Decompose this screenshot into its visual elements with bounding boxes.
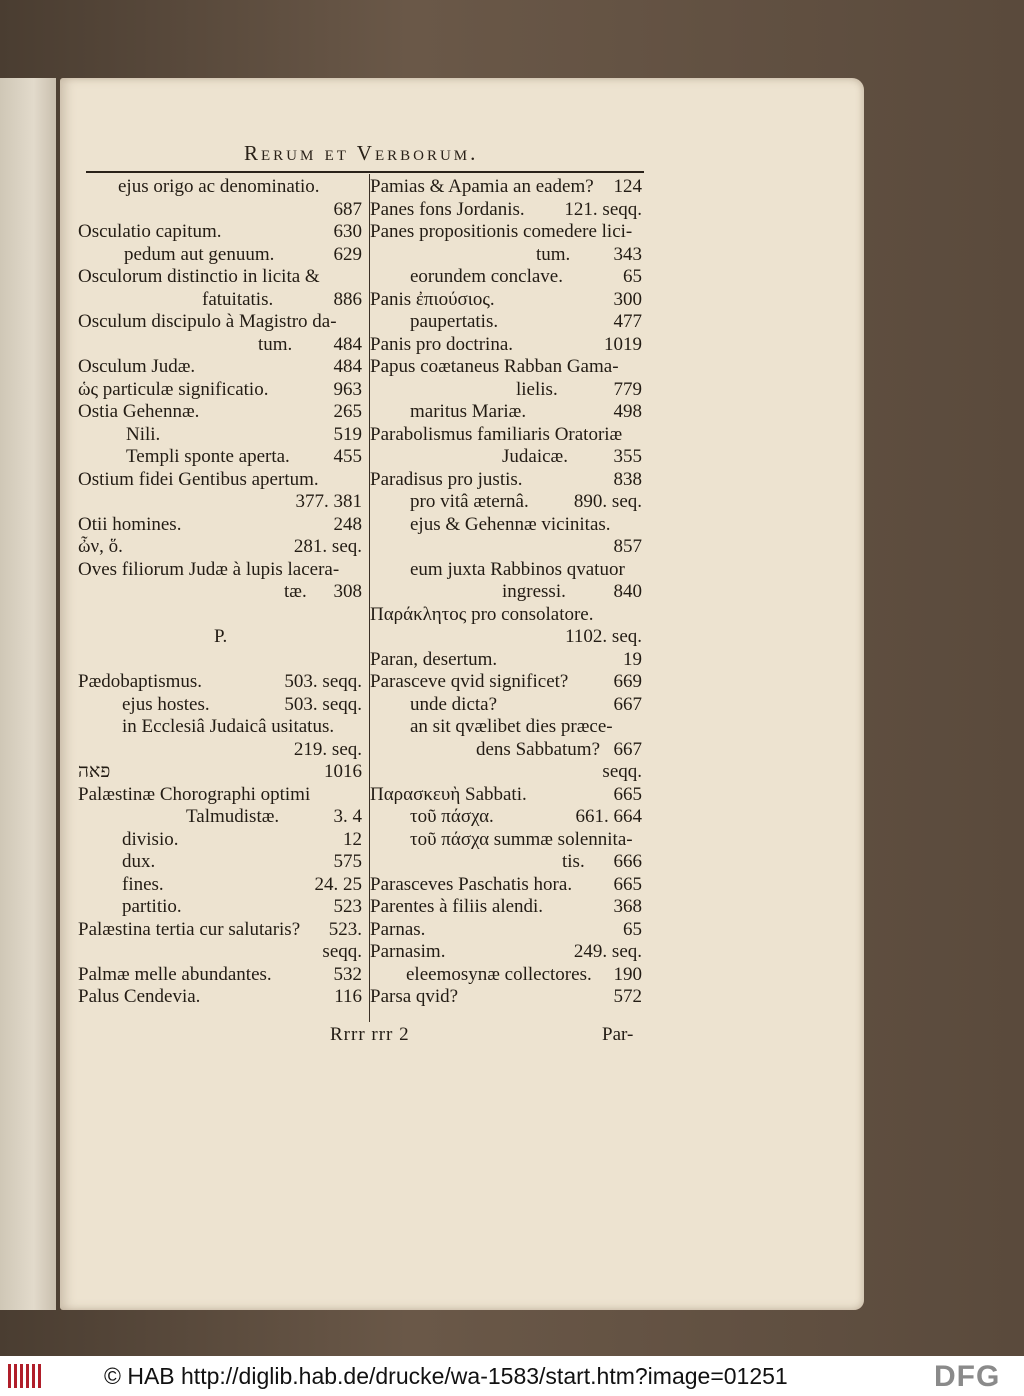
entry-term: Paradisus pro justis. (370, 468, 523, 490)
index-entry (366, 401, 646, 424)
index-entry (366, 919, 646, 942)
entry-page-ref: 343 (613, 243, 642, 265)
entry-page-ref: 669 (613, 671, 642, 692)
entry-page-ref: 572 (613, 986, 642, 1007)
entry-term: Pamias & Apamia an eadem? (370, 176, 594, 197)
entry-term: Palus Cendevia. (78, 986, 201, 1007)
entry-page-ref: 575 (333, 851, 362, 872)
entry-term: פאה (78, 761, 111, 782)
index-entry (366, 761, 646, 784)
entry-term: P. (214, 626, 228, 647)
entry-term: Parsa qvid? (370, 986, 459, 1007)
index-entry (78, 311, 366, 334)
entry-page-ref: 124 (613, 176, 642, 197)
entry-term: pro vitâ æternâ. (410, 491, 529, 512)
entry-term: Ostium fidei Gentibus apertum. (78, 468, 319, 490)
entry-page-ref: 886 (333, 288, 362, 310)
entry-term: eleemosynæ collectores. (406, 963, 592, 985)
index-entry (366, 559, 646, 582)
entry-term: Παράκλητος pro consolatore. (370, 603, 594, 625)
entry-page-ref: 503. seqq. (284, 671, 362, 692)
signature-mark: Rrrr rrr 2 (330, 1024, 410, 1045)
entry-term: Osculatio capitum. (78, 221, 222, 242)
entry-term: in Ecclesiâ Judaicâ usitatus. (122, 716, 335, 737)
index-entry (78, 491, 366, 514)
entry-term: Panes propositionis comedere lici- (370, 221, 633, 242)
index-entry (366, 266, 646, 289)
entry-page-ref: 12 (343, 828, 362, 850)
entry-term: lielis. (516, 378, 558, 400)
entry-page-ref: 665 (613, 783, 642, 805)
entry-term: Nili. (126, 423, 161, 445)
index-entry (366, 964, 646, 987)
entry-page-ref: 484 (333, 356, 362, 377)
entry-term: eorundem conclave. (410, 266, 563, 287)
index-entry (366, 356, 646, 379)
index-entry (366, 446, 646, 469)
entry-page-ref: 368 (613, 896, 642, 917)
entry-page-ref: 661. 664 (575, 806, 642, 827)
entry-term: Osculum discipulo à Magistro da- (78, 311, 337, 332)
index-entry (78, 986, 366, 1009)
index-entry (366, 829, 646, 852)
entry-term: Templi sponte aperta. (126, 446, 290, 467)
entry-page-ref: 857 (613, 536, 642, 557)
entry-term: τοῦ πάσχα summæ solennita- (410, 828, 633, 850)
entry-term: Ostia Gehennæ. (78, 401, 200, 422)
entry-page-ref: 665 (613, 873, 642, 895)
entry-term: Otii homines. (78, 513, 182, 535)
entry-term: maritus Mariæ. (410, 401, 527, 422)
index-entry (366, 671, 646, 694)
index-entry (366, 896, 646, 919)
entry-term: Oves filiorum Judæ à lupis lacera- (78, 558, 340, 580)
index-entry (78, 964, 366, 987)
entry-page-ref: 65 (623, 918, 642, 940)
entry-term: Parasceves Paschatis hora. (370, 873, 573, 895)
index-entry (78, 379, 366, 402)
index-entry (366, 581, 646, 604)
entry-term: Osculum Judæ. (78, 356, 196, 377)
index-entry (78, 896, 366, 919)
entry-term: Paran, desertum. (370, 648, 498, 670)
entry-page-ref: 281. seq. (293, 536, 362, 557)
index-entry (78, 806, 366, 829)
entry-page-ref: 219. seq. (293, 738, 362, 760)
index-entry (78, 919, 366, 942)
index-entry (366, 716, 646, 739)
index-entry (366, 874, 646, 897)
entry-page-ref: 377. 381 (295, 491, 362, 512)
index-column-left (78, 176, 366, 1009)
entry-term: tis. (562, 851, 585, 872)
entry-term: Pædobaptismus. (78, 671, 203, 692)
entry-term: ejus hostes. (122, 693, 210, 715)
entry-term: Judaicæ. (502, 446, 568, 467)
index-entry (78, 739, 366, 762)
entry-page-ref: 963 (333, 378, 362, 400)
entry-page-ref: 265 (333, 401, 362, 422)
index-entry (78, 514, 366, 537)
entry-term: Palmæ melle abundantes. (78, 963, 272, 985)
index-entry (366, 536, 646, 559)
copyright-link[interactable]: © HAB http://diglib.hab.de/drucke/wa-1583/start.htm?image=01251 (104, 1363, 788, 1389)
entry-term: tum. (536, 243, 571, 265)
entry-page-ref: 19 (623, 648, 642, 670)
catchword: Par- (602, 1024, 634, 1045)
index-entry (78, 356, 366, 379)
entry-term: dux. (122, 851, 156, 872)
entry-page-ref: 116 (334, 986, 362, 1007)
index-entry (78, 446, 366, 469)
entry-page-ref: 300 (613, 288, 642, 310)
index-entry (366, 424, 646, 447)
index-entry (366, 604, 646, 627)
entry-term: pedum aut genuum. (124, 243, 275, 265)
entry-term: tum. (258, 333, 293, 355)
entry-term: Panis ἐπιούσιος. (370, 288, 495, 310)
entry-term: ejus & Gehennæ vicinitas. (410, 513, 611, 535)
entry-page-ref: 687 (333, 198, 362, 220)
index-entry (78, 874, 366, 897)
entry-page-ref: 65 (623, 266, 642, 287)
entry-page-ref: 121. seqq. (564, 198, 642, 220)
entry-term: Papus coætaneus Rabban Gama- (370, 356, 619, 377)
entry-term: Panis pro doctrina. (370, 333, 514, 355)
entry-term: fines. (122, 873, 164, 895)
entry-term: ὦν, ὅ. (78, 536, 123, 557)
index-entry (366, 514, 646, 537)
index-entry (366, 986, 646, 1009)
index-entry (78, 334, 366, 357)
entry-page-ref: 523 (333, 896, 362, 917)
index-entry (366, 491, 646, 514)
entry-page-ref: 308 (333, 581, 362, 602)
footer-bar (0, 1356, 1024, 1396)
index-entry (366, 694, 646, 717)
index-entry (78, 716, 366, 739)
index-entry (366, 199, 646, 222)
entry-term: an sit qvælibet dies præce- (410, 716, 613, 737)
entry-term: ὡς particulæ significatio. (78, 378, 269, 400)
entry-page-ref: 666 (613, 851, 642, 872)
entry-page-ref: 477 (613, 311, 642, 332)
index-entry (78, 469, 366, 492)
library-logo-icon (6, 1360, 42, 1392)
index-entry (78, 649, 366, 672)
index-entry (78, 289, 366, 312)
entry-page-ref: 455 (333, 446, 362, 467)
index-entry (78, 604, 366, 627)
entry-term: Talmudistæ. (186, 806, 280, 827)
index-column-right (366, 176, 646, 1009)
entry-term: Parentes à filiis alendi. (370, 896, 544, 917)
entry-page-ref: 532 (333, 963, 362, 985)
entry-term: Parnas. (370, 918, 426, 940)
index-entry (366, 334, 646, 357)
index-entry (78, 761, 366, 784)
entry-page-ref: 1019 (604, 333, 642, 355)
index-entry (366, 244, 646, 267)
entry-page-ref: 249. seq. (573, 941, 642, 962)
index-entry (366, 311, 646, 334)
facing-page-edge (0, 78, 56, 1310)
entry-page-ref: 1102. seq. (565, 626, 642, 647)
entry-page-ref: 667 (613, 693, 642, 715)
index-entry (78, 199, 366, 222)
entry-term: partitio. (122, 896, 182, 917)
entry-term: Palæstina tertia cur salutaris? (78, 918, 301, 940)
index-entry (366, 379, 646, 402)
index-entry (366, 176, 646, 199)
entry-term: ingressi. (502, 581, 566, 602)
entry-page-ref: 779 (613, 378, 642, 400)
entry-term: divisio. (122, 828, 179, 850)
index-entry (78, 671, 366, 694)
entry-term: ejus origo ac denominatio. (118, 176, 320, 197)
entry-term: τοῦ πάσχα. (410, 806, 494, 827)
index-entry (366, 649, 646, 672)
index-entry (78, 221, 366, 244)
entry-page-ref: 838 (613, 468, 642, 490)
index-entry (78, 829, 366, 852)
entry-term: Panes fons Jordanis. (370, 198, 525, 220)
entry-term: paupertatis. (410, 311, 499, 332)
entry-page-ref: 890. seq. (573, 491, 642, 512)
index-entry (78, 626, 366, 649)
index-entry (78, 559, 366, 582)
entry-page-ref: 667 (613, 738, 642, 760)
index-entry (366, 806, 646, 829)
index-entry (366, 739, 646, 762)
running-head: Rerum et Verborum. (244, 141, 479, 165)
index-entry (78, 784, 366, 807)
entry-page-ref: 3. 4 (333, 806, 362, 827)
entry-page-ref: 629 (333, 243, 362, 265)
index-entry (78, 581, 366, 604)
index-entry (366, 221, 646, 244)
index-entry (78, 694, 366, 717)
entry-page-ref: 1016 (324, 761, 362, 782)
dfg-logo: DFG (934, 1360, 1001, 1393)
index-entry (366, 941, 646, 964)
entry-term: Palæstinæ Chorographi optimi (78, 783, 311, 805)
entry-page-ref: seqq. (602, 761, 642, 782)
entry-term: Parabolismus familiaris Oratoriæ (370, 423, 623, 445)
entry-term: eum juxta Rabbinos qvatuor (410, 558, 625, 580)
entry-page-ref: seqq. (322, 941, 362, 962)
index-entry (78, 424, 366, 447)
entry-term: dens Sabbatum? (476, 738, 601, 760)
entry-page-ref: 519 (333, 423, 362, 445)
entry-page-ref: 503. seqq. (284, 693, 362, 715)
index-entry (78, 176, 366, 199)
entry-term: tæ. (284, 581, 307, 602)
index-entry (78, 536, 366, 559)
index-entry (78, 851, 366, 874)
entry-page-ref: 840 (613, 581, 642, 602)
index-entry (366, 289, 646, 312)
entry-term: Parasceve qvid significet? (370, 671, 569, 692)
index-entry (78, 244, 366, 267)
index-entry (366, 851, 646, 874)
entry-page-ref: 355 (613, 446, 642, 467)
entry-term: fatuitatis. (202, 288, 274, 310)
index-entry (366, 626, 646, 649)
index-entry (78, 941, 366, 964)
entry-page-ref: 630 (333, 221, 362, 242)
entry-page-ref: 190 (613, 963, 642, 985)
entry-page-ref: 24. 25 (314, 873, 362, 895)
index-entry (78, 401, 366, 424)
index-entry (78, 266, 366, 289)
header-rule (86, 171, 644, 173)
entry-term: Parnasim. (370, 941, 446, 962)
entry-term: unde dicta? (410, 693, 498, 715)
index-entry (366, 469, 646, 492)
entry-term: Osculorum distinctio in licita & (78, 266, 320, 287)
entry-page-ref: 248 (333, 513, 362, 535)
entry-page-ref: 523. (328, 918, 362, 940)
entry-term: Παρασκευὴ Sabbati. (370, 783, 527, 805)
index-entry (366, 784, 646, 807)
entry-page-ref: 498 (613, 401, 642, 422)
entry-page-ref: 484 (333, 333, 362, 355)
